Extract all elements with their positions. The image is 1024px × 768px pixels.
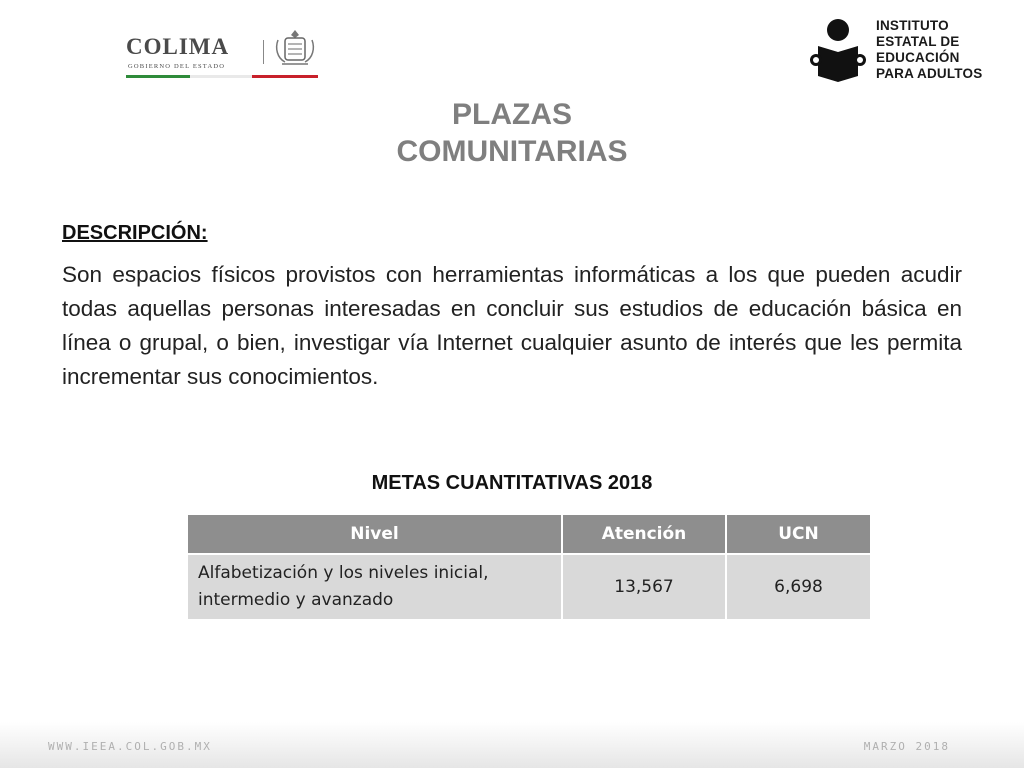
- column-header-nivel: Nivel: [188, 515, 562, 554]
- colima-logo: [126, 26, 326, 82]
- footer-date: MARZO 2018: [863, 740, 950, 753]
- page-title-line2: COMUNITARIAS: [396, 135, 628, 168]
- ieea-logo-line: INSTITUTO: [876, 18, 949, 33]
- table-row: [188, 554, 870, 619]
- flag-stripe-red: [252, 75, 318, 78]
- cell-ucn: 6,698: [726, 554, 870, 619]
- state-seal-icon: [272, 26, 318, 70]
- ieea-logo-line: PARA ADULTOS: [876, 66, 983, 81]
- table-header-row: [188, 515, 870, 554]
- description-body: Son espacios físicos provistos con herramientas informáticas a los que pueden acudir todas aquellas personas interesadas en concluir sus estudios de educación básica en línea o grupal, o bien, investigar vía Internet cualquier asunto de interés que les permita incrementar sus conocimientos.: [62, 262, 962, 389]
- reader-icon: [808, 18, 868, 86]
- ieea-logo: [808, 16, 1008, 88]
- logo-divider: [263, 40, 264, 64]
- description-heading: DESCRIPCIÓN:: [62, 222, 208, 244]
- metas-title: METAS CUANTITATIVAS 2018: [371, 472, 653, 494]
- footer-url: WWW.IEEA.COL.GOB.MX: [48, 740, 212, 753]
- colima-logo-name: COLIMA: [126, 34, 230, 59]
- ieea-logo-line: ESTATAL DE: [876, 34, 960, 49]
- ieea-logo-text: [876, 18, 982, 82]
- flag-stripe-white: [190, 75, 252, 78]
- page-title-line1: PLAZAS: [452, 98, 572, 131]
- ieea-logo-line: EDUCACIÓN: [876, 50, 960, 65]
- colima-logo-subtitle: GOBIERNO DEL ESTADO: [128, 63, 226, 70]
- cell-nivel: Alfabetización y los niveles inicial, intermedio y avanzado: [188, 554, 562, 619]
- page-title: [312, 96, 712, 170]
- cell-atencion: 13,567: [562, 554, 726, 619]
- metas-table: [188, 515, 870, 619]
- column-header-ucn: UCN: [726, 515, 870, 554]
- flag-stripe-green: [126, 75, 190, 78]
- column-header-atencion: Atención: [562, 515, 726, 554]
